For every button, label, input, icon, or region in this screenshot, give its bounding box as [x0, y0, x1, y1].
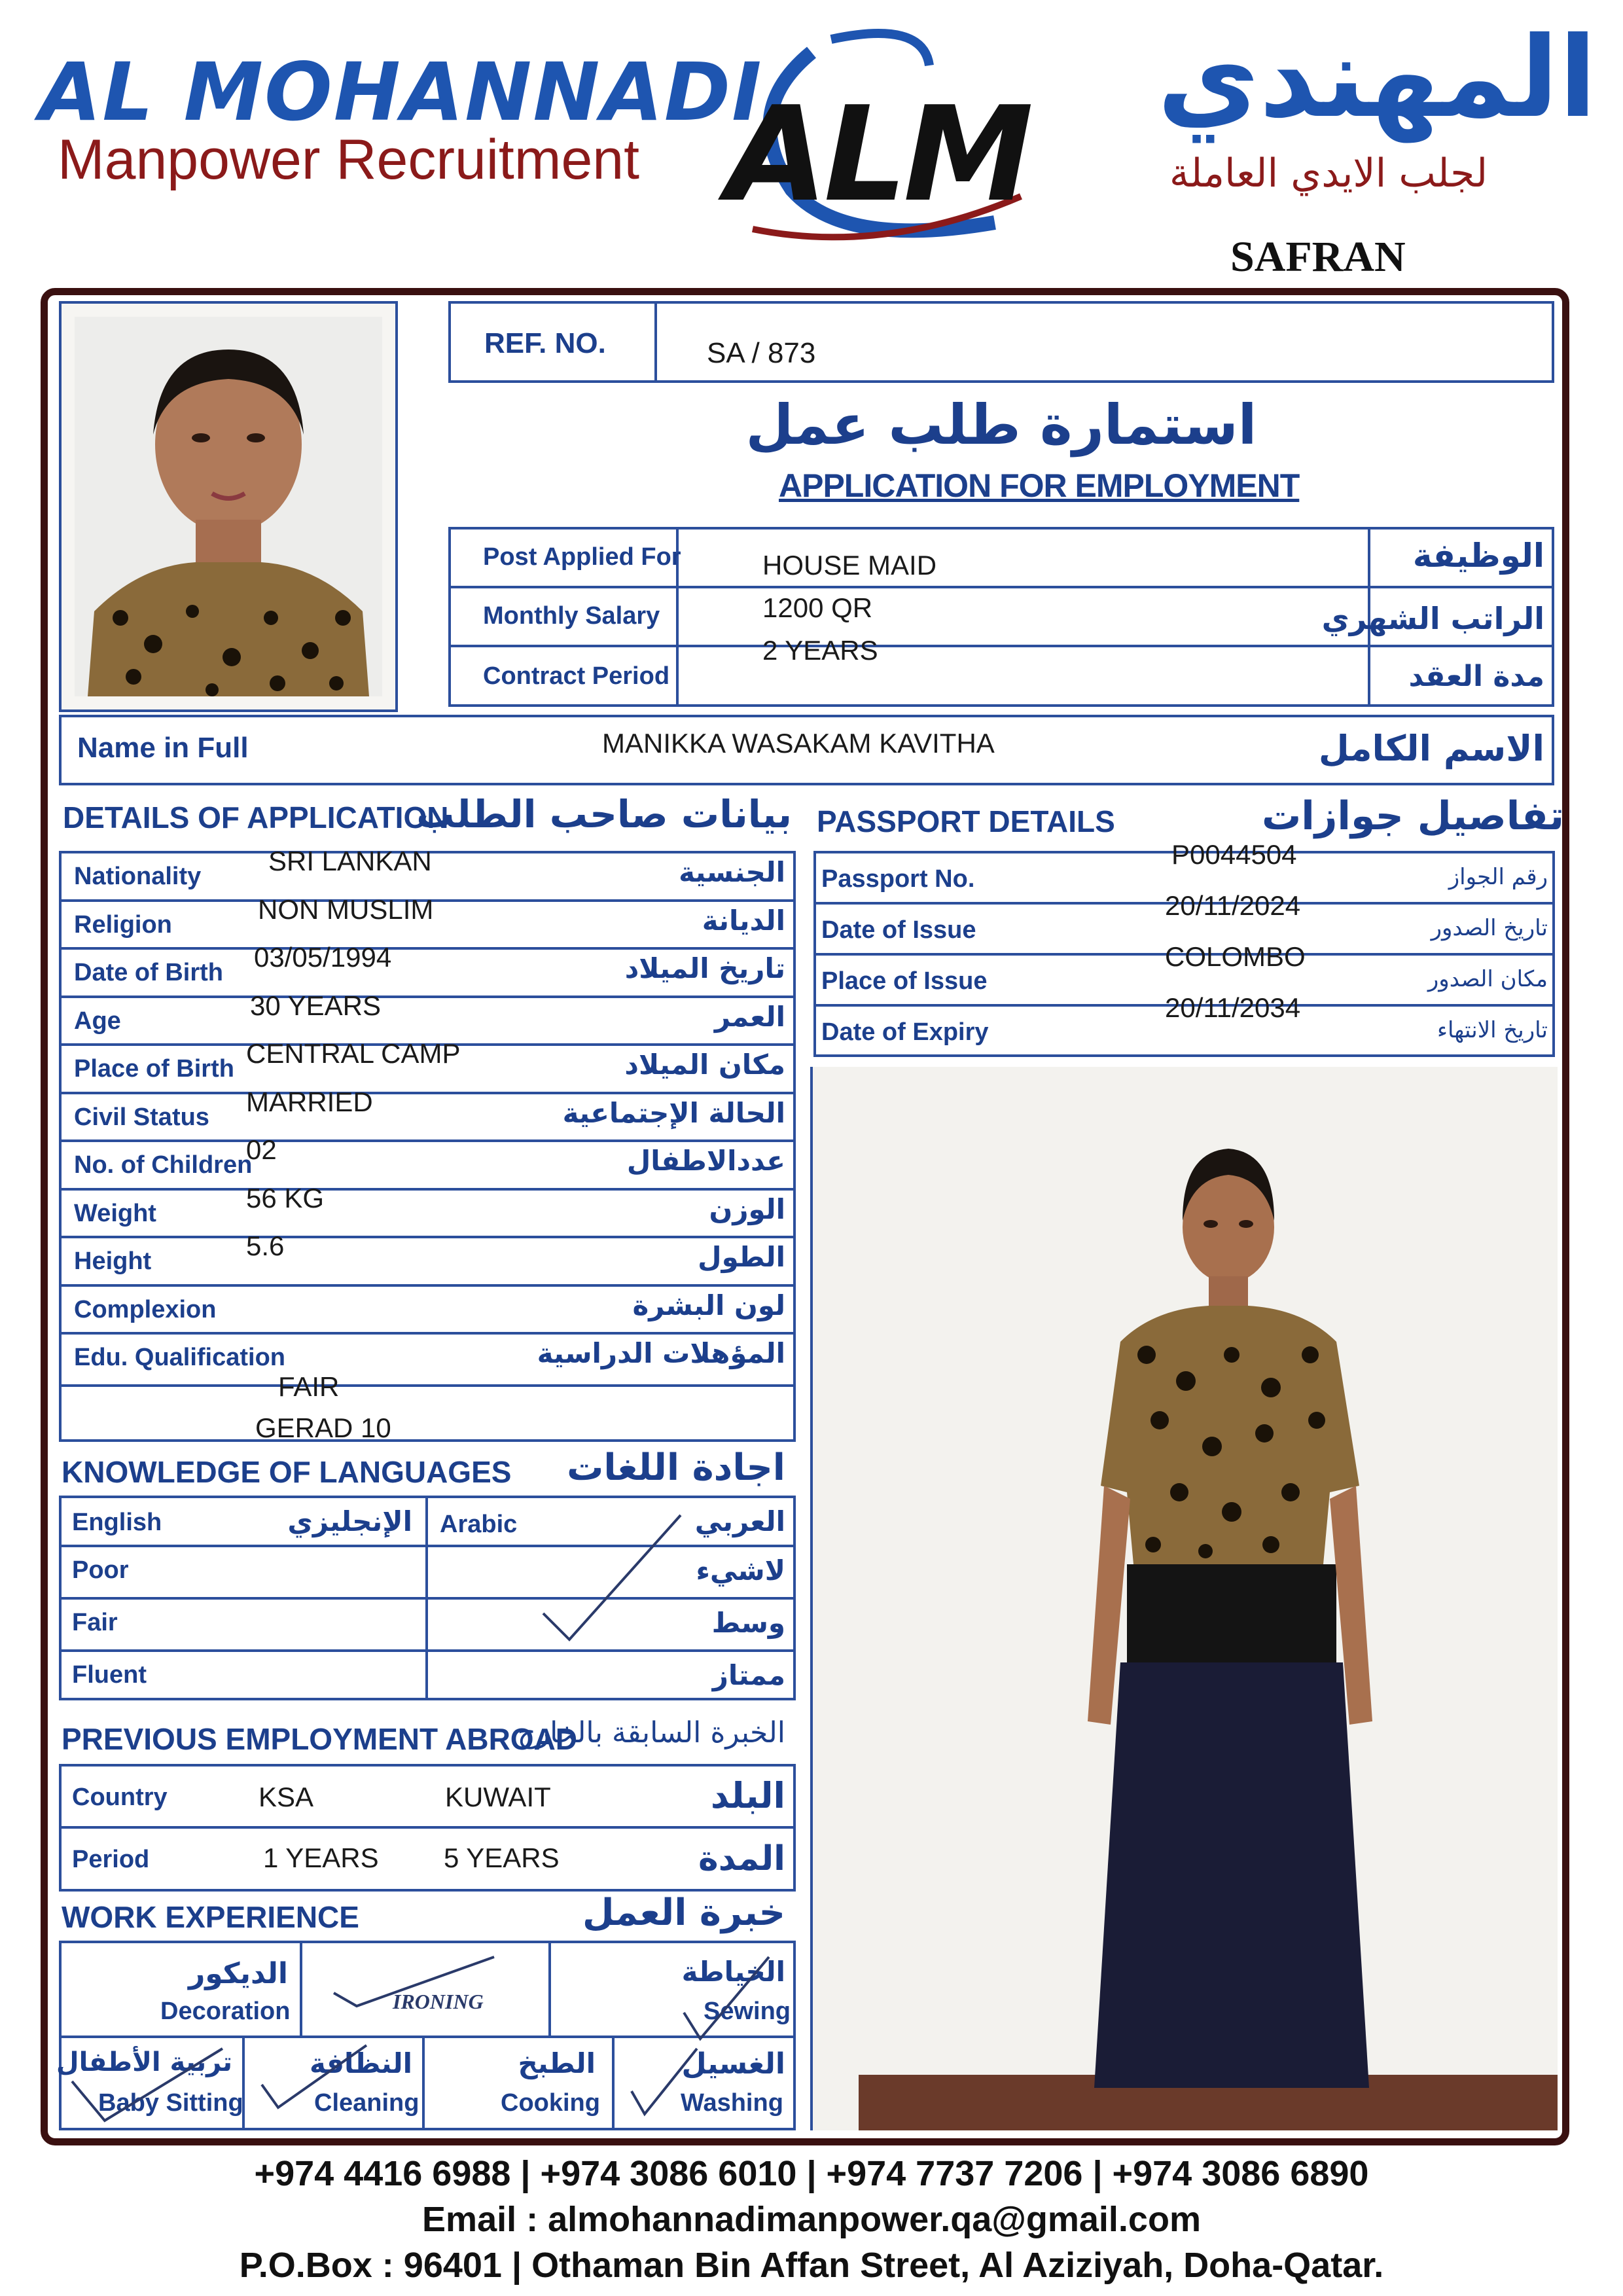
passport-row-label: Place of Issue — [821, 967, 988, 995]
country-label: Country — [72, 1784, 168, 1811]
details-row-label-ar: تاريخ الميلاد — [624, 952, 785, 984]
details-row-label-ar: الديانة — [702, 905, 785, 937]
passport-row-value: P0044504 — [1171, 839, 1297, 870]
arabic-label-ar: العربي — [694, 1505, 785, 1537]
details-row-label-ar: العمر — [714, 1001, 785, 1033]
details-row-value: MARRIED — [246, 1086, 373, 1117]
period-label: Period — [72, 1846, 150, 1873]
passport-row-label-ar: مكان الصدور — [1427, 966, 1548, 992]
details-row-value: 30 YEARS — [250, 990, 382, 1021]
level-fluent-ar: ممتاز — [712, 1659, 785, 1691]
details-row-value: CENTRAL CAMP — [246, 1038, 461, 1069]
details-row-label-ar: عددالاطفال — [626, 1145, 785, 1177]
baby-ar: تربية الأطفال — [56, 2047, 232, 2077]
contract-label-ar: مدة العقد — [1408, 660, 1544, 693]
level-poor-ar: لاشيء — [696, 1554, 785, 1587]
ironing-label: IRONING — [393, 1990, 484, 2013]
sewing-ar: الخياطة — [681, 1956, 785, 1988]
ref-value: SA / 873 — [707, 337, 816, 369]
period-1: 1 YEARS — [263, 1842, 379, 1873]
english-label-ar: الإنجليزي — [287, 1505, 412, 1537]
details-row-divider — [59, 1092, 796, 1094]
cleaning-label: Cleaning — [314, 2089, 419, 2117]
cooking-ar: الطبخ — [518, 2047, 596, 2079]
details-row-label-ar: لون البشرة — [632, 1289, 785, 1321]
contract-label: Contract Period — [483, 662, 670, 690]
passport-title-ar: تفاصيل جوازات — [1262, 793, 1564, 839]
washing-check-icon — [628, 2045, 700, 2117]
languages-title: KNOWLEDGE OF LANGUAGES — [62, 1455, 512, 1489]
baby-check-icon — [69, 2042, 226, 2127]
period-label-ar: المدة — [698, 1839, 785, 1878]
previous-title-ar: الخبرة السابقة بالخارج — [517, 1716, 785, 1749]
passport-row-label-ar: تاريخ الصدور — [1431, 915, 1548, 941]
details-row-divider — [59, 1139, 796, 1142]
details-row-label: Height — [74, 1247, 152, 1275]
passport-row-value: COLOMBO — [1165, 941, 1306, 972]
passport-row-label: Passport No. — [821, 865, 975, 893]
details-row-label-ar: مكان الميلاد — [624, 1049, 785, 1081]
work-title-ar: خبرة العمل — [582, 1892, 785, 1934]
sewing-check-icon — [681, 1954, 772, 2042]
ref-label: REF. NO. — [484, 327, 606, 359]
details-row-value: NON MUSLIM — [258, 894, 434, 925]
decoration-ar: الديكور — [188, 1957, 288, 1990]
form-title-ar: استمارة طلب عمل — [745, 393, 1257, 457]
post-label-ar: الوظيفة — [1412, 537, 1544, 575]
cooking-label: Cooking — [501, 2089, 600, 2117]
details-row-label-ar: المؤهلات الدراسية — [537, 1337, 785, 1369]
passport-photo-figure — [62, 304, 395, 709]
level-fair-ar: وسط — [711, 1607, 785, 1639]
arabic-label: Arabic — [440, 1511, 518, 1538]
details-row-label: Age — [74, 1007, 121, 1035]
decoration-label: Decoration — [160, 1998, 291, 2025]
passport-row-label-ar: رقم الجواز — [1448, 864, 1548, 890]
details-row-label: Weight — [74, 1200, 156, 1227]
work-title: WORK EXPERIENCE — [62, 1900, 359, 1934]
ironing-check-icon — [330, 1954, 501, 2019]
passport-row-label: Date of Expiry — [821, 1018, 989, 1046]
passport-row-label-ar: تاريخ الانتهاء — [1436, 1017, 1548, 1043]
details-row-value: SRI LANKAN — [268, 846, 432, 876]
country-2: KUWAIT — [445, 1782, 551, 1812]
details-row-label-ar: الجنسية — [679, 856, 785, 888]
details-row-value: 56 KG — [246, 1183, 325, 1213]
passport-photo — [59, 301, 398, 712]
passport-row-label: Date of Issue — [821, 916, 976, 944]
arabic-fair-check-icon — [537, 1509, 687, 1653]
brand-subtitle-en: Manpower Recruitment — [58, 128, 640, 191]
level-fluent: Fluent — [72, 1661, 147, 1689]
details-row-divider — [59, 996, 796, 998]
previous-title: PREVIOUS EMPLOYMENT ABROAD — [62, 1722, 578, 1756]
details-row-value: 5.6 — [246, 1230, 285, 1261]
agency-name: SAFRAN — [1230, 233, 1406, 281]
cleaning-ar: النظافة — [310, 2047, 412, 2079]
details-row-label: Place of Birth — [74, 1055, 234, 1083]
details-row-label: Civil Status — [74, 1103, 209, 1131]
details-row-divider — [59, 1384, 796, 1387]
washing-label: Washing — [681, 2089, 783, 2117]
details-row-label-ar: الطول — [698, 1241, 785, 1273]
complexion-value: FAIR — [278, 1371, 340, 1402]
alm-logo-text: ALM — [726, 79, 1030, 231]
languages-title-ar: اجادة اللغات — [567, 1446, 785, 1489]
name-value: MANIKKA WASAKAM KAVITHA — [602, 728, 995, 759]
footer-address: P.O.Box : 96401 | Othaman Bin Affan Street, Al Aziziyah, Doha-Qatar. — [239, 2246, 1384, 2285]
passport-title: PASSPORT DETAILS — [817, 804, 1115, 838]
period-2: 5 YEARS — [444, 1842, 560, 1873]
ref-box — [448, 301, 1554, 383]
details-row-label: Complexion — [74, 1296, 217, 1323]
country-label-ar: البلد — [710, 1775, 785, 1816]
education-value: GERAD 10 — [255, 1412, 391, 1443]
details-row-value: 03/05/1994 — [254, 942, 392, 973]
details-row-label: No. of Children — [74, 1151, 253, 1179]
sewing-label: Sewing — [704, 1998, 791, 2025]
salary-value: 1200 QR — [762, 592, 873, 623]
details-row-label: Religion — [74, 911, 172, 939]
washing-ar: الغسيل — [681, 2047, 785, 2081]
form-title-en: APPLICATION FOR EMPLOYMENT — [779, 467, 1300, 504]
post-value: HOUSE MAID — [762, 550, 937, 581]
cleaning-check-icon — [259, 2042, 370, 2114]
baby-label: Baby Sitting — [98, 2089, 243, 2117]
details-row-label: Edu. Qualification — [74, 1344, 286, 1371]
details-row-value: 02 — [246, 1134, 277, 1165]
passport-row-value: 20/11/2034 — [1165, 992, 1301, 1023]
english-label: English — [72, 1509, 162, 1536]
details-row-divider — [59, 947, 796, 950]
details-row-divider — [59, 1284, 796, 1287]
details-row-divider — [59, 1188, 796, 1191]
details-row-label: Date of Birth — [74, 959, 223, 986]
full-body-photo-figure — [813, 1067, 1558, 2130]
name-label: Name in Full — [77, 732, 249, 764]
details-row-divider — [59, 1332, 796, 1335]
brand-subtitle-ar: لجلب الايدي العاملة — [1169, 151, 1488, 196]
country-1: KSA — [259, 1782, 314, 1812]
details-row-label-ar: الحالة الإجتماعية — [562, 1097, 785, 1129]
brand-name-en: AL MOHANNADI — [39, 46, 763, 139]
footer-email: Email : almohannadimanpower.qa@gmail.com — [422, 2200, 1201, 2239]
level-fair: Fair — [72, 1609, 118, 1636]
level-poor: Poor — [72, 1556, 129, 1584]
contract-value: 2 YEARS — [762, 635, 878, 666]
full-body-photo — [810, 1067, 1558, 2130]
details-row-divider — [59, 1236, 796, 1238]
details-row-label: Nationality — [74, 863, 202, 890]
details-title: DETAILS OF APPLICATION — [63, 800, 449, 834]
passport-row-value: 20/11/2024 — [1165, 890, 1301, 921]
name-label-ar: الاسم الكامل — [1318, 728, 1544, 769]
brand-name-ar: المهندي — [1157, 13, 1597, 143]
details-title-ar: بيانات صاحب الطلب — [416, 792, 792, 836]
post-label: Post Applied For — [483, 543, 681, 571]
footer-phones: +974 4416 6988 | +974 3086 6010 | +974 7737 7206 | +974 3086 6890 — [254, 2154, 1369, 2193]
salary-label-ar: الراتب الشهري — [1321, 601, 1544, 636]
details-row-label-ar: الوزن — [709, 1193, 785, 1225]
salary-label: Monthly Salary — [483, 602, 660, 630]
